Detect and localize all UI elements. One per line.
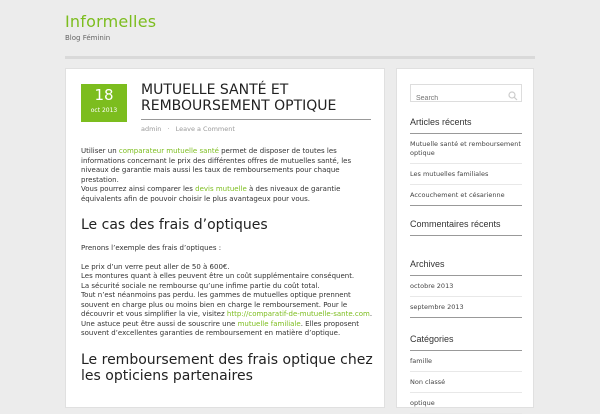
date-day: 18: [94, 86, 114, 104]
paragraph-details: [81, 263, 373, 339]
site-description: Blog Féminin: [65, 34, 111, 42]
text: Une astuce peut être aussi de souscrire une: [81, 319, 238, 328]
spacer: [81, 254, 373, 263]
site-title-link[interactable]: Informelles: [65, 12, 157, 31]
post-content: [81, 147, 373, 395]
widget-recent-comments: [410, 219, 522, 236]
comparatif-link[interactable]: http://comparatif-de-mutuelle-sante.com: [226, 310, 370, 318]
widget-title: Articles récents: [410, 117, 522, 134]
list-item: [410, 164, 522, 185]
post-title[interactable]: MUTUELLE SANTÉ ET REMBOURSEMENT OPTIQUE: [141, 82, 337, 114]
list-item: [410, 351, 522, 372]
date-badge: [81, 84, 127, 122]
search-box: [410, 84, 522, 102]
recent-post-link[interactable]: Accouchement et césarienne: [410, 191, 505, 199]
archive-link[interactable]: septembre 2013: [410, 303, 464, 311]
text: Vous pourrez ainsi comparer les: [81, 185, 196, 193]
widget-title: Commentaires récents: [410, 219, 522, 236]
list-item: [410, 297, 522, 318]
title-divider: [141, 119, 371, 120]
widget-title: Catégories: [410, 334, 522, 351]
post-meta: [141, 125, 235, 133]
text: permet de disposer de toutes les informations concernant le prix des différentes offres de mutuelles santé, les niveaux de garantie mais aussi les taux de remboursements pour chaque prestation.: [81, 147, 352, 184]
paragraph-example: Prenons l’exemple des frais d’optiques :: [81, 244, 222, 252]
widget-categories: [410, 334, 522, 414]
widget-recent-posts: [410, 117, 522, 206]
archive-link[interactable]: octobre 2013: [410, 282, 454, 290]
text: Tout n’est néanmoins pas perdu. les gammes de mutuelles optique prennent souvent en charge plus ou moins bien en charge le remboursement. Pour le découvrir et vous simplifier la vie, visitez: [81, 291, 351, 318]
list-item: [410, 185, 522, 206]
text: Utiliser un: [81, 147, 119, 155]
comment-link[interactable]: Leave a Comment: [175, 125, 235, 133]
search-input[interactable]: [411, 91, 507, 107]
category-link[interactable]: famille: [410, 357, 433, 365]
date-month: oct 2013: [90, 107, 118, 114]
text: à des niveaux de garantie équivalents afin de pouvoir choisir le plus avantageux pour vous.: [81, 185, 341, 203]
search-icon[interactable]: [507, 87, 519, 99]
section-heading-optiques: Le cas des frais d’optiques: [81, 217, 268, 233]
list-item: [410, 393, 522, 414]
comparateur-link[interactable]: comparateur mutuelle santé: [118, 147, 219, 155]
paragraph-intro: [81, 147, 373, 204]
text: Les montures quant à elles peuvent être un coût supplémentaire conséquent.: [81, 272, 355, 280]
list-item: [410, 372, 522, 393]
text: La sécurité sociale ne rembourse qu’une infime partie du coût total.: [81, 281, 320, 290]
widget-title: Archives: [410, 259, 522, 276]
category-link[interactable]: Non classé: [410, 378, 446, 386]
main-content: [65, 68, 385, 408]
recent-post-link[interactable]: Les mutuelles familiales: [410, 170, 489, 178]
devis-mutuelle-link[interactable]: devis mutuelle: [195, 185, 247, 193]
section-heading-remboursement: Le remboursement des frais optique chez les opticiens partenaires: [81, 351, 373, 384]
category-link[interactable]: optique: [410, 399, 435, 407]
recent-post-link[interactable]: Mutuelle santé et remboursement optique: [410, 140, 521, 157]
meta-separator: ·: [167, 125, 170, 133]
author-link[interactable]: admin: [141, 125, 162, 133]
text: .: [369, 310, 373, 318]
widget-archives: [410, 259, 522, 318]
list-item: [410, 134, 522, 164]
header-divider: [65, 56, 535, 59]
list-item: [410, 276, 522, 297]
text: Le prix d’un verre peut aller de 50 à 600€.: [81, 262, 230, 271]
site-header: [65, 12, 545, 42]
sidebar: [396, 68, 534, 408]
text: . Elles proposent souvent d’excellentes garanties de remboursement en matière d’optique.: [81, 319, 359, 337]
mutuelle-familiale-link[interactable]: mutuelle familiale: [237, 319, 301, 328]
